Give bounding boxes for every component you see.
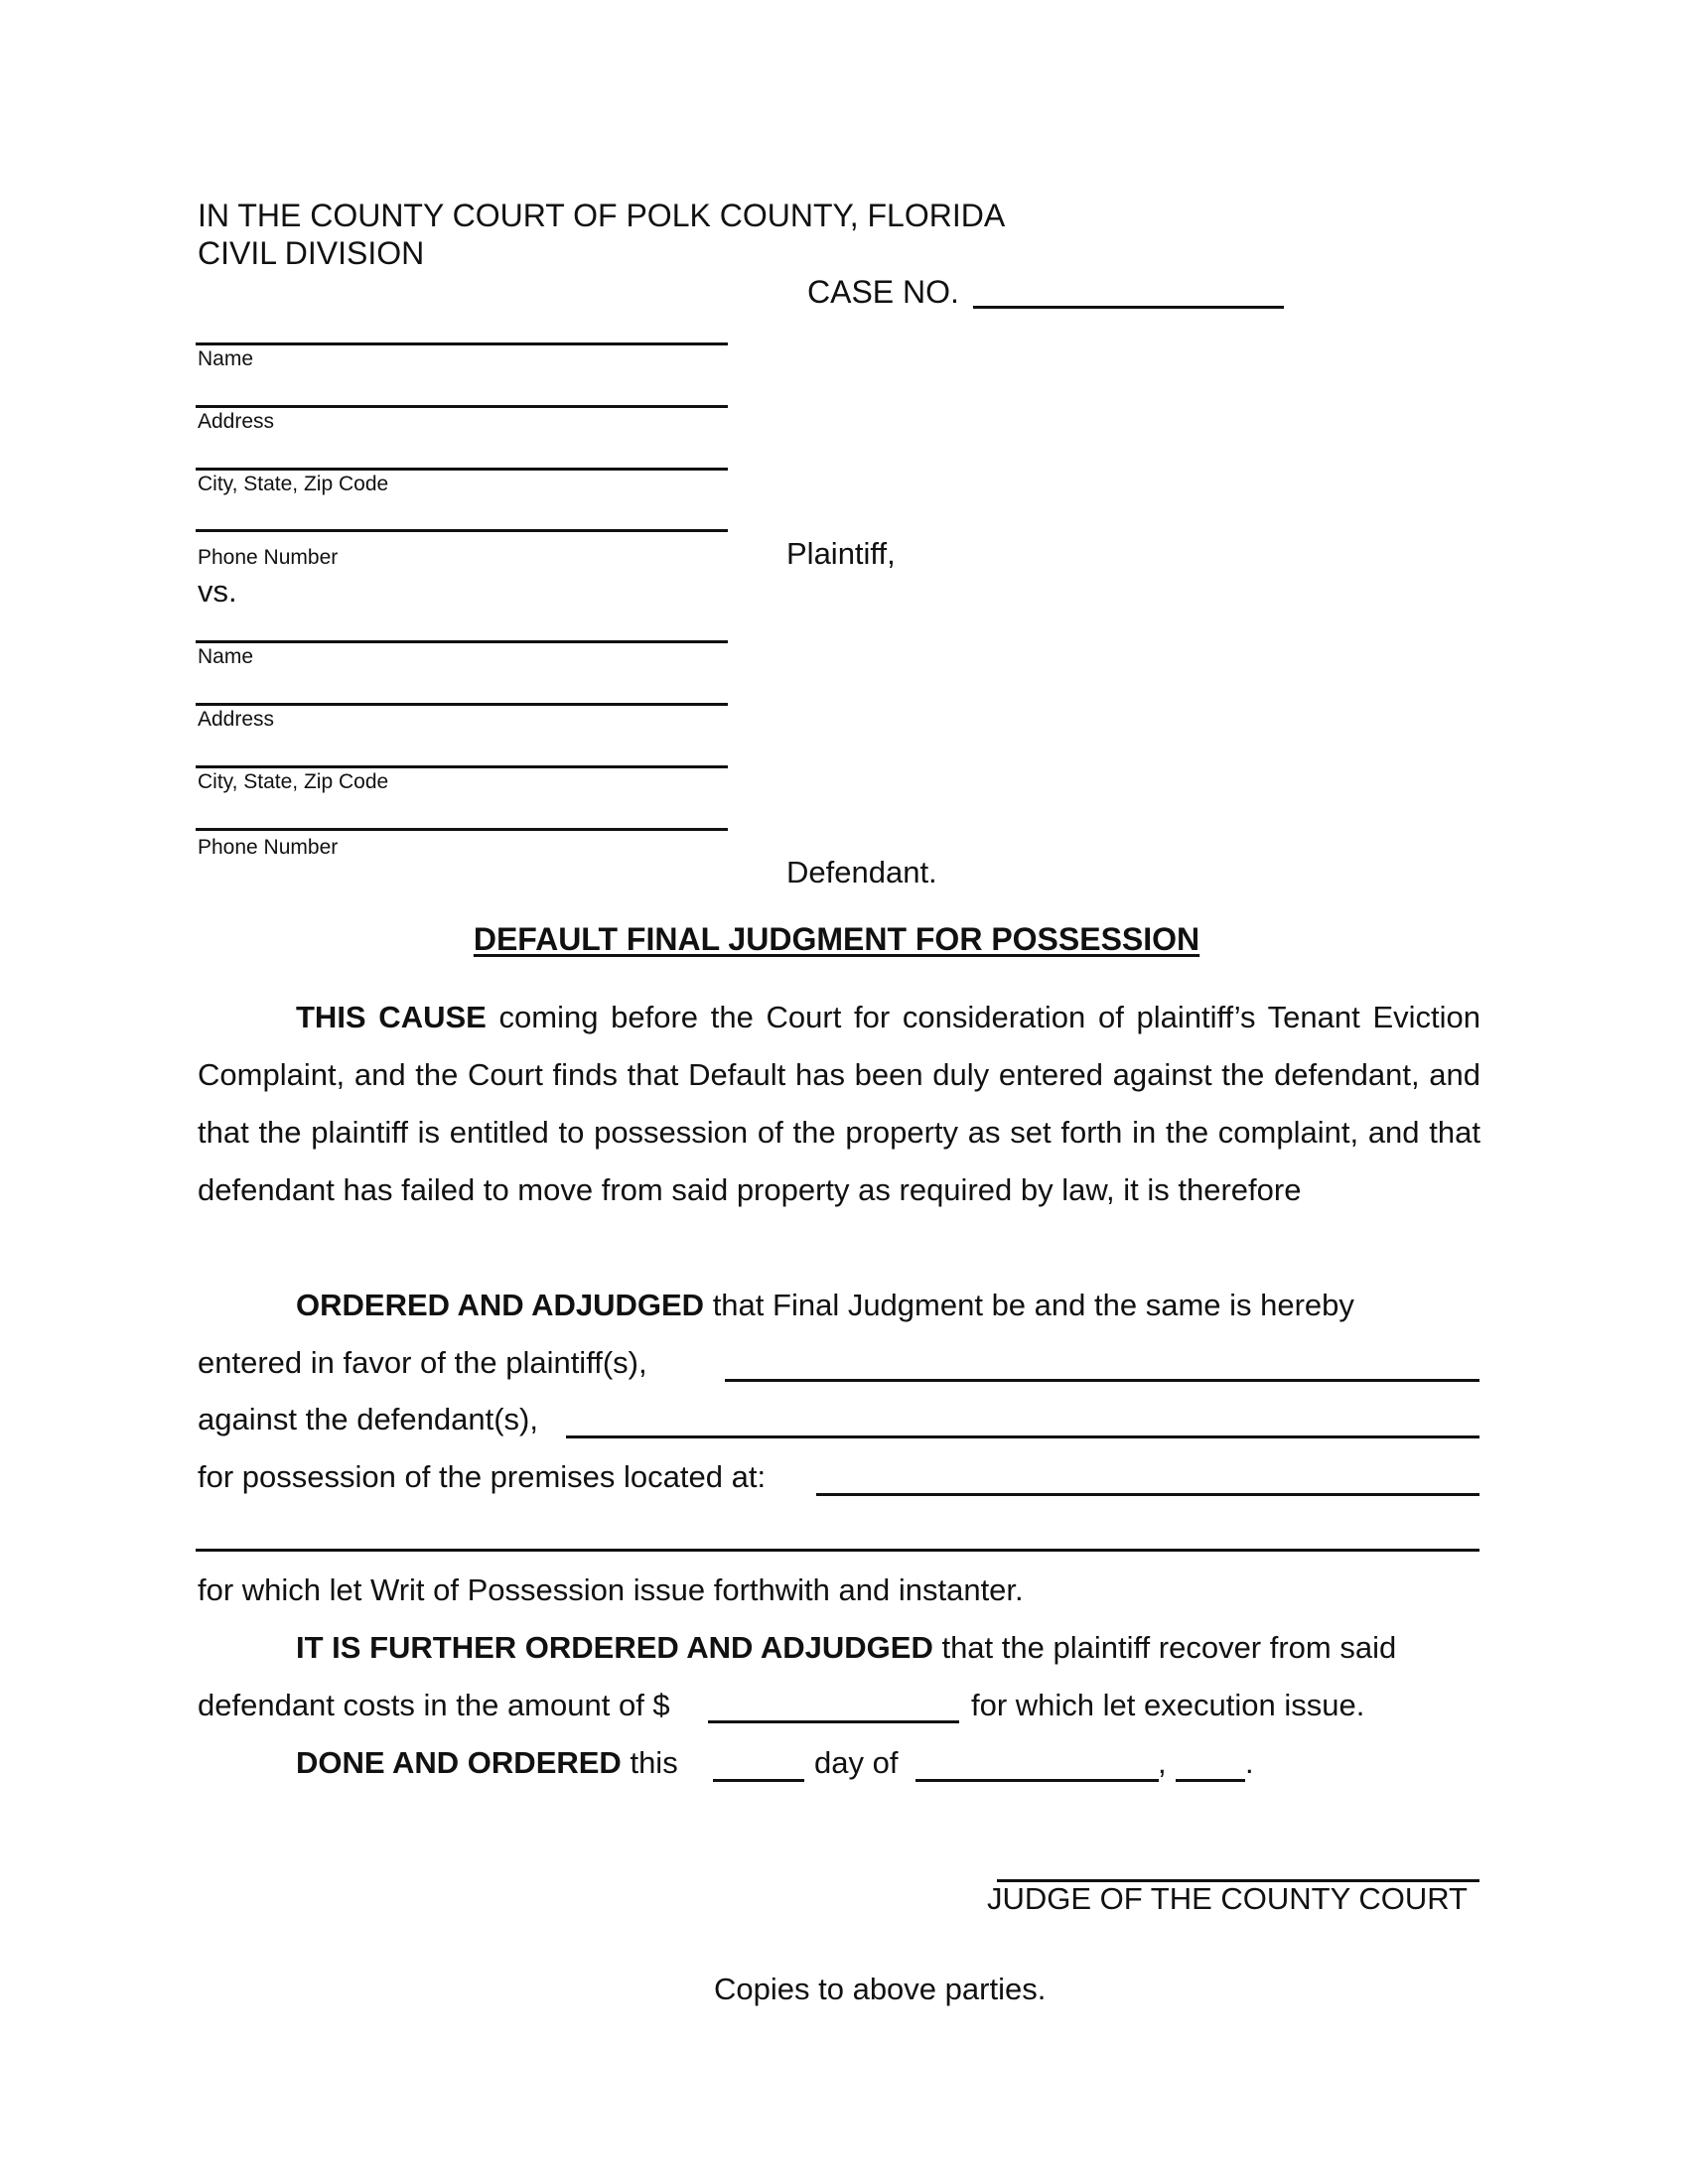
paragraph-this-cause xyxy=(198,989,1480,1219)
plaintiff-name-line[interactable] xyxy=(196,342,728,345)
defendant-address-line[interactable] xyxy=(196,703,728,706)
year-field[interactable] xyxy=(1176,1779,1245,1782)
date-period: . xyxy=(1245,1745,1254,1780)
done-ordered-line xyxy=(296,1734,678,1792)
plaintiff-address-line[interactable] xyxy=(196,405,728,408)
judge-label: JUDGE OF THE COUNTY COURT xyxy=(987,1881,1468,1916)
document-title: DEFAULT FINAL JUDGMENT FOR POSSESSION xyxy=(473,921,1200,957)
plaintiff-name-label: Name xyxy=(198,347,254,370)
day-of-label: day of xyxy=(814,1745,899,1780)
this-cause-lead: THIS CAUSE xyxy=(296,1000,487,1034)
date-comma: , xyxy=(1158,1745,1167,1780)
premises-field[interactable] xyxy=(816,1493,1479,1496)
favor-label: entered in favor of the plaintiff(s), xyxy=(198,1345,647,1380)
court-name: IN THE COUNTY COURT OF POLK COUNTY, FLORIDA xyxy=(198,198,1006,233)
defendant-against-field[interactable] xyxy=(566,1435,1479,1438)
plaintiff-city-line[interactable] xyxy=(196,468,728,471)
defendant-address-label: Address xyxy=(198,708,275,731)
costs-amount-field[interactable] xyxy=(708,1720,959,1723)
costs-suffix: for which let execution issue. xyxy=(971,1688,1365,1722)
defendant-city-line[interactable] xyxy=(196,765,728,768)
plaintiff-role: Plaintiff, xyxy=(786,536,896,571)
defendant-name-label: Name xyxy=(198,645,254,668)
this-cause-text: coming before the Court for consideration of plaintiff’s Tenant Eviction Complaint, and the Court finds that Default has been duly entered against the defendant, and that the plaintiff is entitled to possession of the property as set forth in the complaint, and that defendant has failed to move from said property as required by law, it is therefore xyxy=(198,1000,1480,1207)
plaintiff-phone-label: Phone Number xyxy=(198,546,339,569)
done-ordered-lead: DONE AND ORDERED xyxy=(296,1745,622,1780)
ordered-adjudged-line xyxy=(198,1277,1480,1334)
day-field[interactable] xyxy=(713,1779,804,1782)
case-no-field[interactable] xyxy=(973,306,1284,309)
plaintiff-address-label: Address xyxy=(198,410,275,433)
against-label: against the defendant(s), xyxy=(198,1402,538,1436)
defendant-role: Defendant. xyxy=(786,855,937,889)
defendant-phone-label: Phone Number xyxy=(198,836,339,859)
defendant-name-line[interactable] xyxy=(196,640,728,643)
further-ordered-line xyxy=(198,1619,1480,1677)
plaintiff-city-label: City, State, Zip Code xyxy=(198,473,389,495)
versus: vs. xyxy=(198,574,237,609)
ordered-adjudged-lead: ORDERED AND ADJUDGED xyxy=(296,1288,705,1322)
premises-label: for possession of the premises located at: xyxy=(198,1459,767,1494)
done-this: this xyxy=(630,1745,678,1780)
plaintiff-favor-field[interactable] xyxy=(725,1379,1479,1382)
defendant-city-label: City, State, Zip Code xyxy=(198,770,389,793)
further-ordered-lead: IT IS FURTHER ORDERED AND ADJUDGED xyxy=(296,1630,933,1665)
premises-field-line2[interactable] xyxy=(196,1549,1479,1552)
plaintiff-phone-line[interactable] xyxy=(196,529,728,532)
case-no-label: CASE NO. xyxy=(807,274,959,310)
copies-note: Copies to above parties. xyxy=(714,1972,1047,2006)
court-division: CIVIL DIVISION xyxy=(198,235,425,271)
ordered-adjudged-text: that Final Judgment be and the same is hereby xyxy=(704,1288,1354,1322)
writ-text: for which let Writ of Possession issue forthwith and instanter. xyxy=(198,1572,1024,1607)
costs-label: defendant costs in the amount of $ xyxy=(198,1688,670,1722)
further-ordered-text: that the plaintiff recover from said xyxy=(932,1630,1397,1665)
defendant-phone-line[interactable] xyxy=(196,828,728,831)
month-field[interactable] xyxy=(915,1779,1159,1782)
